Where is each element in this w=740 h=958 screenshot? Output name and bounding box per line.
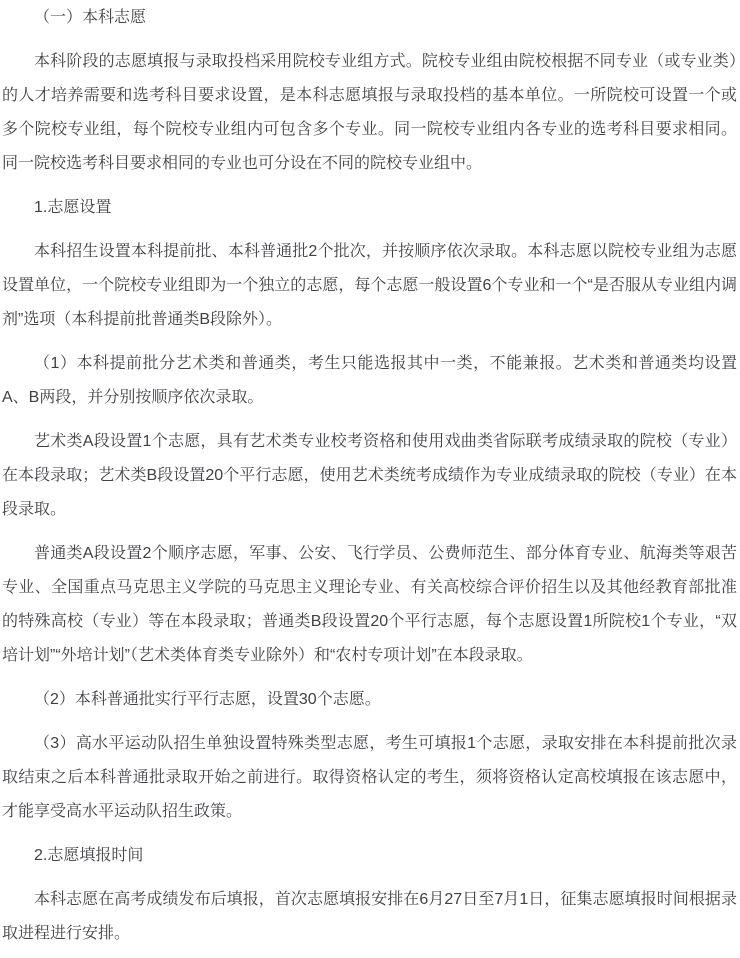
paragraph-item-2-putongpi: （2）本科普通批实行平行志愿，设置30个志愿。 (34, 691, 381, 708)
paragraph-tianbao-shijian-anpai: 本科志愿在高考成绩发布后填报，首次志愿填报安排在6月27日至7月1日，征集志愿填报时间根据录取进程进行安排。 (2, 891, 737, 942)
section-heading-benke-zhiyuan: （一）本科志愿 (34, 9, 147, 26)
sub-heading-zhiyuan-shezhi: 1.志愿设置 (34, 199, 112, 216)
paragraph-benke-pici-shezhi: 本科招生设置本科提前批、本科普通批2个批次，并按顺序依次录取。本科志愿以院校专业组为志愿设置单位，一个院校专业组即为一个独立的志愿，每个志愿一般设置6个专业和一个“是否服从专业组内调剂”选项（本科提前批普通类B段除外）。 (2, 243, 737, 328)
paragraph-item-3-gaoshuiping-yundongdui: （3）高水平运动队招生单独设置特殊类型志愿，考生可填报1个志愿，录取安排在本科提前批次录取结束之后本科普通批录取开始之前进行。取得资格认定的考生，须将资格认定高校填报在该志愿中，才能享受高水平运动队招生政策。 (2, 735, 737, 820)
paragraph-item-1-tiqianpi-fenlei: （1）本科提前批分艺术类和普通类，考生只能选报其中一类，不能兼报。艺术类和普通类均设置A、B两段，并分别按顺序依次录取。 (2, 355, 737, 406)
paragraph-yuanxiao-zhuanyezu-intro: 本科阶段的志愿填报与录取投档采用院校专业组方式。院校专业组由院校根据不同专业（或专业类）的人才培养需要和选考科目要求设置，是本科志愿填报与录取投档的基本单位。一所院校可设置一个或多个院校专业组，每个院校专业组内可包含多个专业。同一院校专业组内各专业的选考科目要求相同。同一院校选考科目要求相同的专业也可分设在不同的院校专业组中。 (2, 53, 737, 172)
sub-heading-tianbao-shijian: 2.志愿填报时间 (34, 847, 144, 864)
paragraph-yishulei-ab-duan: 艺术类A段设置1个志愿，具有艺术类专业校考资格和使用戏曲类省际联考成绩录取的院校（专业）在本段录取；艺术类B段设置20个平行志愿，使用艺术类统考成绩作为专业成绩录取的院校（专业）在本段录取。 (2, 433, 737, 518)
paragraph-putonglei-ab-duan: 普通类A段设置2个顺序志愿，军事、公安、飞行学员、公费师范生、部分体育专业、航海类等艰苦专业、全国重点马克思主义学院的马克思主义理论专业、有关高校综合评价招生以及其他经教育部批准的特殊高校（专业）等在本段录取；普通类B段设置20个平行志愿，每个志愿设置1所院校1个专业，“双培计划”“外培计划”（艺术类体育类专业除外）和“农村专项计划”在本段录取。 (2, 545, 737, 664)
